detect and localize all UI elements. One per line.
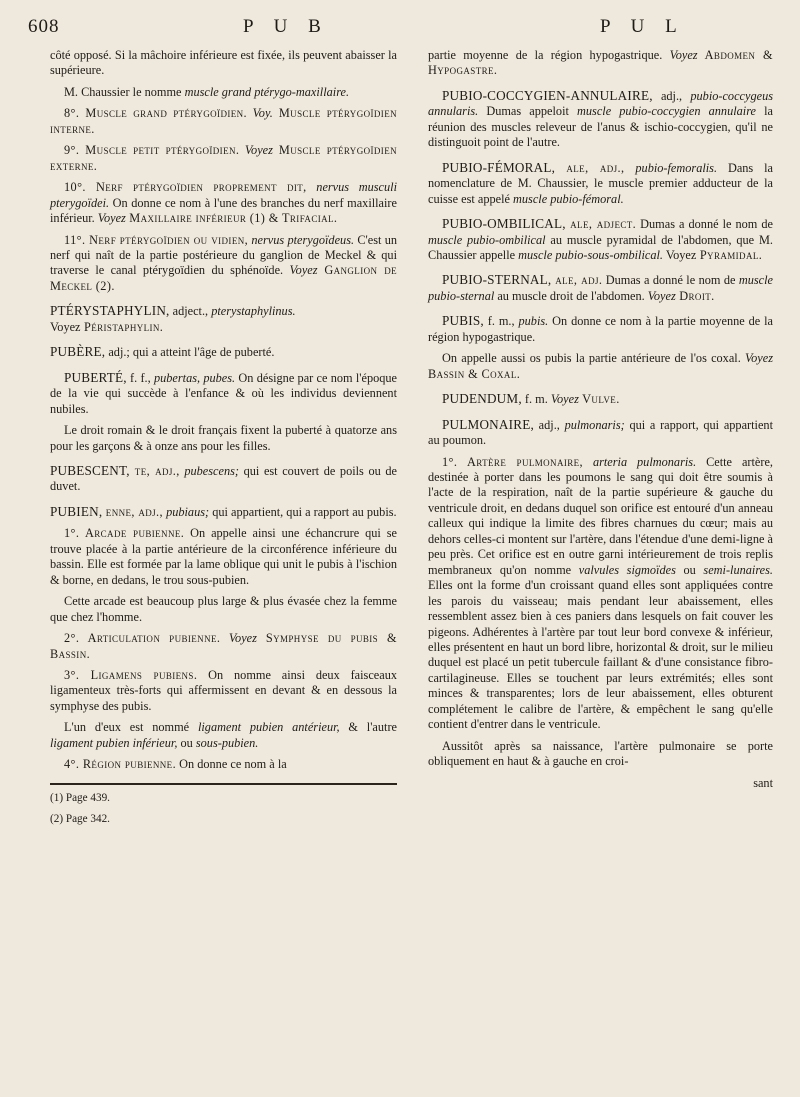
dictionary-entry: PUDENDUM, f. m. Voyez Vulve.	[442, 391, 620, 407]
header-right-title: P U L	[600, 16, 685, 37]
paragraph: Le droit romain & le droit français fixent la puberté à quatorze ans pour les garçons & à onze ans pour les filles.	[50, 423, 397, 453]
left-column	[50, 48, 397, 833]
header-left-title: P U B	[243, 16, 329, 37]
dictionary-entry: PUBIS, f. m., pubis. On donne ce nom à la partie moyenne de la région hypogastrique.	[428, 313, 774, 344]
subentry: 4°. Région pubienne. On donne ce nom à la	[64, 757, 287, 772]
running-header	[28, 16, 770, 38]
dictionary-entry: PUBÈRE, adj.; qui a atteint l'âge de puberté.	[50, 344, 275, 360]
footnote-divider	[50, 783, 397, 785]
subentry: 11°. Nerf ptérygoïdien ou vidien, nervus pterygoïdeus. C'est un nerf qui naît de la partie postérieure du ganglion de Meckel & qui traverse le canal ptérygoïdien du sphénoïde. Voyez Ganglion de Meckel (2).	[50, 232, 398, 293]
dictionary-entry: PUBIEN, enne, adj., pubiaus; qui appartient, qui a rapport au pubis.	[50, 503, 397, 519]
dictionary-entry: PUBIO-STERNAL, ale, adj. Dumas a donné le nom de muscle pubio-sternal au muscle droit de l'abdomen. Voyez Droit.	[428, 272, 773, 303]
dictionary-entry: PULMONAIRE, adj., pulmonaris; qui a rapport, qui appartient au poumon.	[428, 416, 773, 448]
subentry: 2°. Articulation pubienne. Voyez Symphyse du pubis & Bassin.	[50, 631, 397, 661]
subentry: 1°. Arcade pubienne. On appelle ainsi une échancrure qui se trouve placée à la partie antérieure de la circonférence inférieure du bassin. Elle est formée par la lame oblique qui unit le pubis à l'ischion & borne, en dedans, le trou sous-pubien.	[50, 526, 397, 587]
subentry: 9°. Muscle petit ptérygoïdien. Voyez Muscle ptérygoïdien externe.	[50, 143, 397, 173]
dictionary-entry: PUBERTÉ, f. f., pubertas, pubes. On désigne par ce nom l'époque de la vie qui succède à l'enfance & où les individus deviennent nubiles.	[50, 369, 397, 416]
dictionary-entry: PUBIO-FÉMORAL, ale, adj., pubio-femoralis. Dans la nomenclature de M. Chaussier, le muscle premier adducteur de la cuisse est appelé muscle pubio-fémoral.	[428, 159, 773, 206]
paragraph: On appelle aussi os pubis la partie antérieure de l'os coxal. Voyez Bassin & Coxal.	[428, 351, 773, 381]
paragraph: L'un d'eux est nommé ligament pubien antérieur, & l'autre ligament pubien inférieur, ou sous-pubien.	[50, 720, 398, 750]
subentry: 3°. Ligamens pubiens. On nomme ainsi deux faisceaux ligamenteux très-forts qui affermissent en devant & en dessous la symphyse des pubis.	[50, 667, 397, 713]
paragraph: partie moyenne de la région hypogastrique. Voyez Abdomen & Hypogastre.	[428, 48, 773, 78]
catchword: sant	[753, 775, 773, 790]
dictionary-entry: PTÉRYSTAPHYLIN, adject., pterystaphylinus. Voyez Péristaphylin.	[50, 303, 296, 334]
dictionary-entry: PUBIO-OMBILICAL, ale, adject. Dumas a donné le nom de muscle pubio-ombilical au muscle pyramidal de l'abdomen, que M. Chaussier appelle muscle pubio-sous-ombilical. Voyez Pyramidal.	[428, 216, 773, 262]
paragraph: M. Chaussier le nomme muscle grand ptérygo-maxillaire.	[64, 84, 350, 99]
dictionary-entry: PUBESCENT, te, adj., pubescens; qui est couvert de poils ou de duvet.	[50, 462, 397, 494]
subentry: 10°. Nerf ptérygoïdien proprement dit, nervus musculi pterygoïdei. On donne ce nom à l'une des branches du nerf maxillaire inférieur. Voyez Maxillaire inférieur (1) & Trifacial.	[50, 180, 397, 226]
paragraph: Cette arcade est beaucoup plus large & plus évasée chez la femme que chez l'homme.	[50, 594, 397, 624]
right-column	[428, 48, 773, 791]
dictionary-entry: PUBIO-COCCYGIEN-ANNULAIRE, adj., pubio-coccygeus annularis. Dumas appeloit muscle pubio-coccygien annulaire la réunion des muscles releveur de l'anus & ischio-coccygien, qu'il ne distinguoit point de l'autre.	[428, 87, 773, 150]
page-number: 608	[28, 16, 60, 37]
footnote: (1) Page 439.	[50, 791, 110, 804]
paragraph: côté opposé. Si la mâchoire inférieure est fixée, ils peuvent abaisser la supérieure.	[50, 48, 397, 78]
subentry: 8°. Muscle grand ptérygoïdien. Voy. Muscle ptérygoïdien interne.	[50, 106, 397, 136]
footnote: (2) Page 342.	[50, 812, 110, 825]
subentry: 1°. Artère pulmonaire, arteria pulmonaris. Cette artère, destinée à porter dans les poumons le sang qui doit être soumis à l'acte de la respiration, naît de la partie supérieure & gauche du ventricule droit, en dedans duquel son orifice est entouré d'un anneau calleux qui indique la limite des fibres charnues du cœur; mais au dehors celles-ci montent sur l'artère, dans l'étendue d'une demi-ligne à peu près. Cet orifice est en outre garni intérieurement de trois replis membraneux qu'on nomme valvules sigmoïdes ou semi-lunaires. Elles ont la forme d'un croissant quand elles sont appliquées contre les parois du vaisseau; mais pendant leur abaissement, elles ressemblent assez bien à ces paniers dans lesquels on fait couver les pigeons. Adhérentes à l'artère par tout leur bord convexe & inférieur, elles présentent en haut un bord libre, horizontal & droit, sur le milieu duquel est placé un petit tubercule faillant & d'une consistance fibro-cartilagineuse. Elles se touchent par leurs extrémités; elles sont minces & transparentes; lors de leur abaissement, elles obturent complétement le calibre de l'artère, & empêchent le sang qu'elle contient d'entrer dans le ventricule.	[428, 454, 773, 732]
paragraph: Aussitôt après sa naissance, l'artère pulmonaire se porte obliquement en haut & à gauche en croi-	[428, 738, 773, 769]
